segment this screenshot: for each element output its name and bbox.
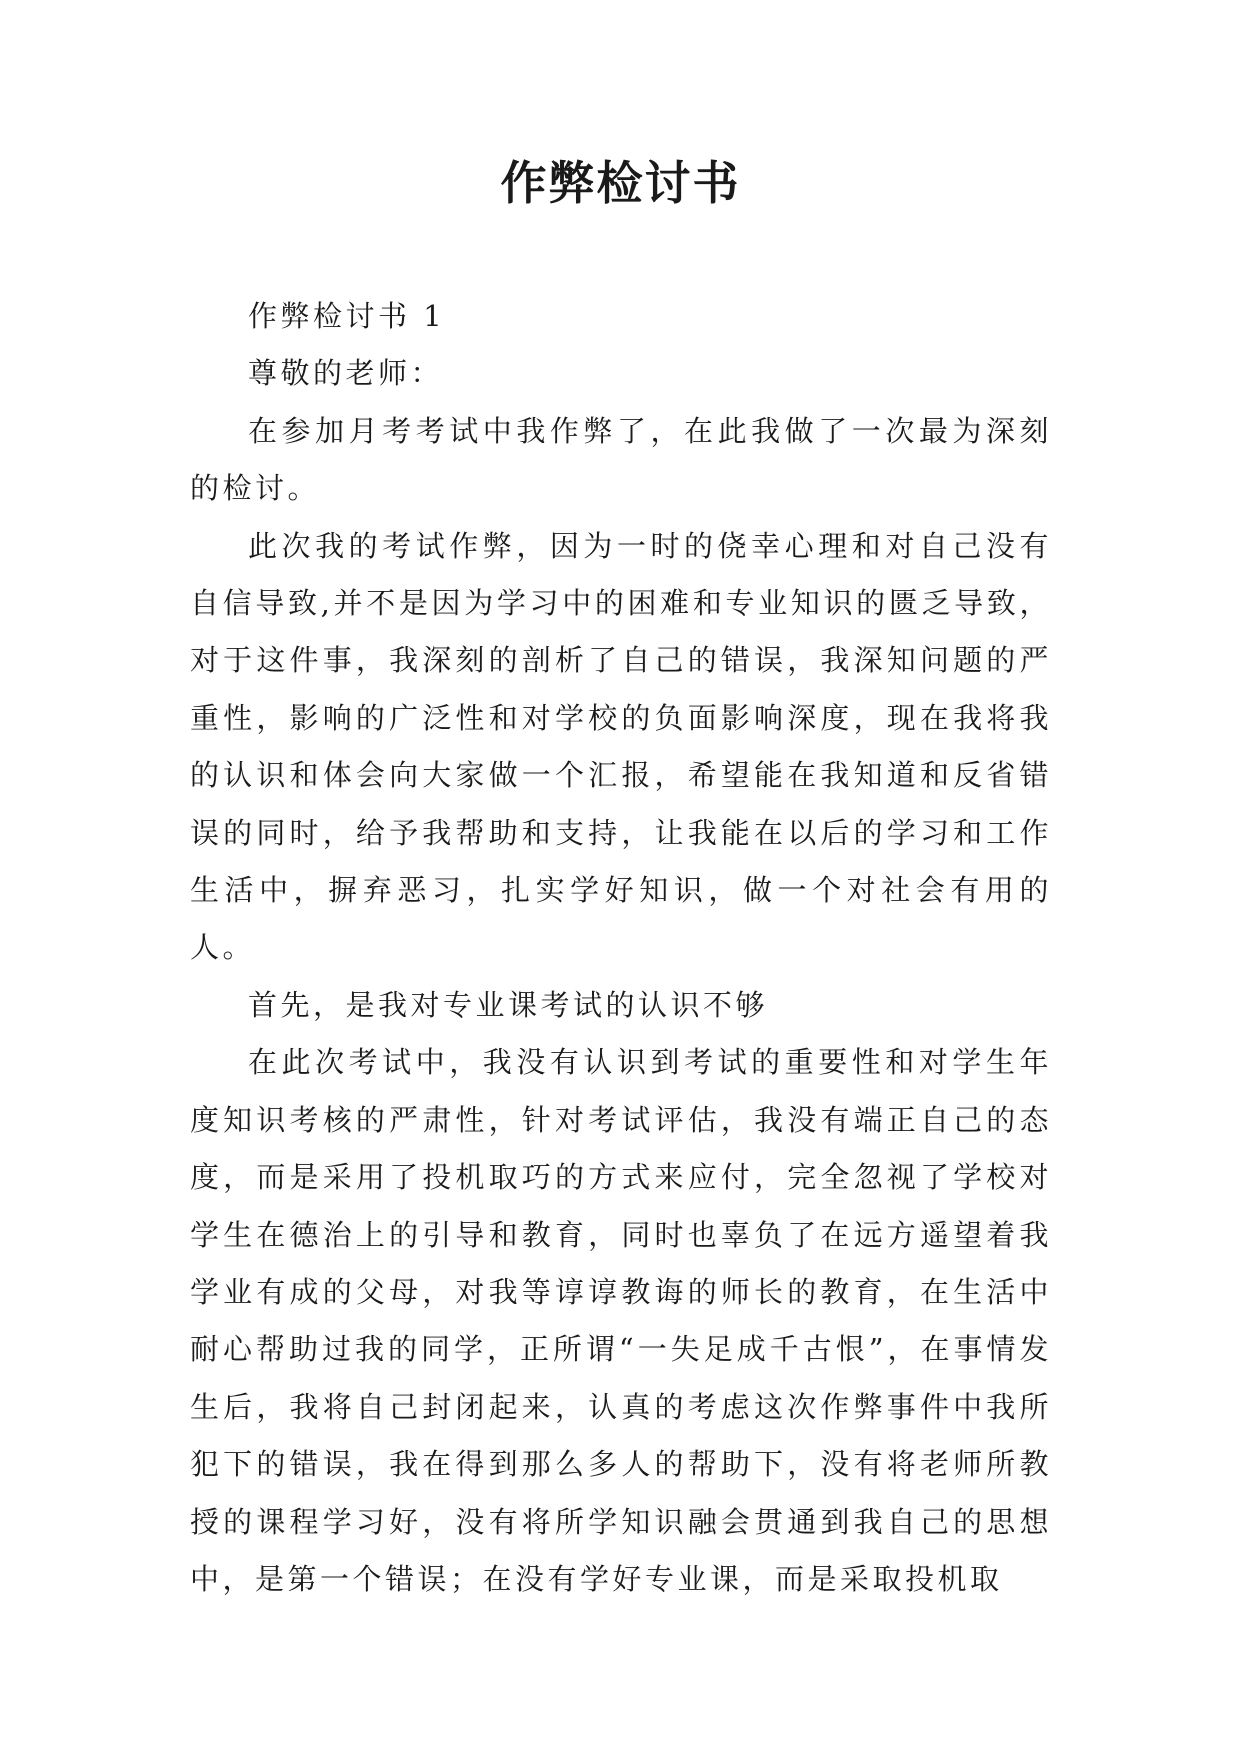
paragraph: 在此次考试中，我没有认识到考试的重要性和对学生年度知识考核的严肃性，针对考试评估，我没有端正自己的态度，而是采用了投机取巧的方式来应付，完全忽视了学校对学生在德治上的引导和教育，同时也辜负了在远方遥望着我学业有成的父母，对我等谆谆教诲的师长的教育，在生活中耐心帮助过我的同学，正所谓“一失足成千古恨”，在事情发生后，我将自己封闭起来，认真的考虑这次作弊事件中我所犯下的错误，我在得到那么多人的帮助下，没有将老师所教授的课程学习好，没有将所学知识融会贯通到我自己的思想中，是第一个错误；在没有学好专业课，而是采取投机取 <box>190 1045 1052 1596</box>
paragraph: 此次我的考试作弊，因为一时的侥幸心理和对自己没有自信导致,并不是因为学习中的困难和专业知识的匮乏导致，对于这件事，我深刻的剖析了自己的错误，我深知问题的严重性，影响的广泛性和对学校的负面影响深度，现在我将我的认识和体会向大家做一个汇报，希望能在我知道和反省错误的同时，给予我帮助和支持，让我能在以后的学习和工作生活中，摒弃恶习，扎实学好知识，做一个对社会有用的人。 <box>190 528 1052 965</box>
paragraph-section-heading: 首先，是我对专业课考试的认识不够 <box>248 987 769 1022</box>
document-title: 作弊检讨书 <box>500 156 741 210</box>
paragraph-salutation: 尊敬的老师： <box>248 356 444 391</box>
document-body <box>190 288 1052 1608</box>
paragraph: 在参加月考考试中我作弊了，在此我做了一次最为深刻的检讨。 <box>190 413 1052 506</box>
paragraph-heading: 作弊检讨书 1 <box>248 299 446 333</box>
